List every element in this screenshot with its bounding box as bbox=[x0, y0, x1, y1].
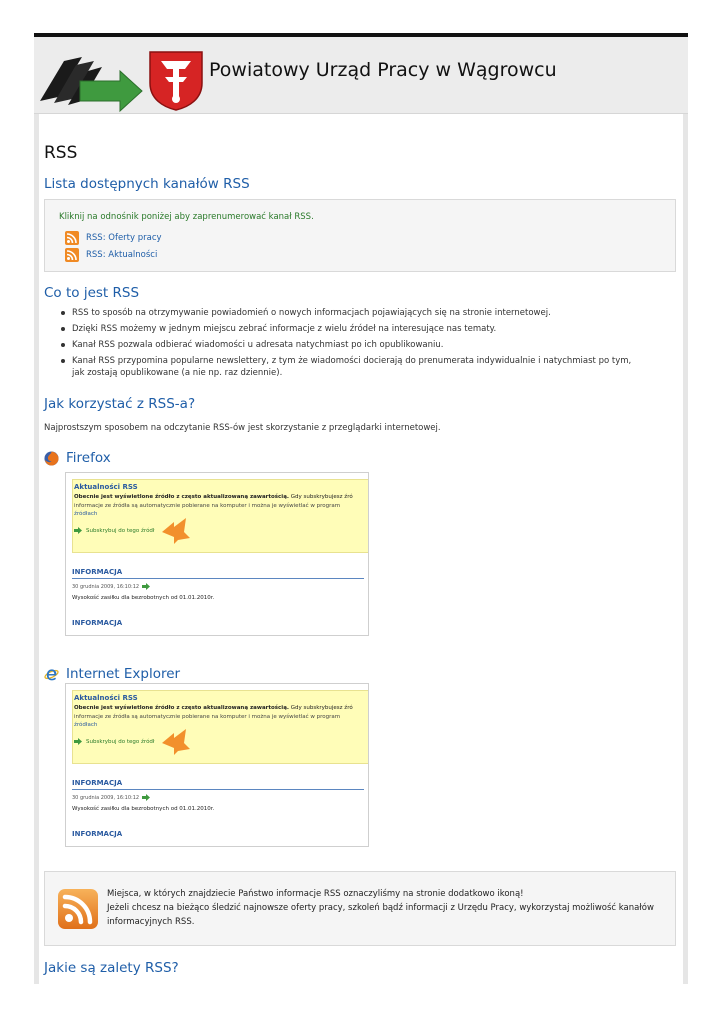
notice-line: Jeżeli chcesz na bieżąco śledzić najnowsze oferty pracy, szkoleń bądź informacji z Urzędu Pracy, wykorzystaj możliwość kanałów informacyjnych RSS. bbox=[107, 903, 654, 927]
channels-intro: Kliknij na odnośnik poniżej aby zaprenumerować kanał RSS. bbox=[59, 212, 314, 222]
notice-text bbox=[107, 887, 667, 929]
arrow-logo-icon[interactable] bbox=[36, 45, 146, 115]
subscribe-link: Subskrybuj do tego źródł bbox=[74, 738, 154, 745]
firefox-icon bbox=[44, 451, 59, 466]
how-to-use-heading: Jak korzystać z RSS-a? bbox=[44, 396, 196, 412]
preview-title: Aktualności RSS bbox=[74, 483, 138, 491]
internet-explorer-label: Internet Explorer bbox=[66, 666, 181, 682]
feed-link-news[interactable] bbox=[65, 248, 157, 262]
preview-info-label: INFORMACJA bbox=[72, 568, 123, 576]
rss-feed-icon bbox=[65, 231, 79, 245]
how-to-use-text: Najprostszym sposobem na odczytanie RSS-ów jest skorzystanie z przeglądarki internetowej. bbox=[44, 423, 441, 433]
preview-news: Wysokość zasiłku dla bezrobotnych od 01.01.2010r. bbox=[72, 595, 215, 601]
preview-line: źródłach bbox=[74, 511, 98, 517]
site-header bbox=[34, 37, 688, 114]
pointer-arrow-icon bbox=[162, 518, 190, 544]
list-item: Kanał RSS przypomina popularne newslettery, z tym że wiadomości docierają do prenumerata indywidualnie i natychmiast po tym, jak zostają opublikowane (a nie np. raz dziennie). bbox=[72, 356, 632, 378]
firefox-heading bbox=[44, 450, 111, 466]
site-title[interactable]: Powiatowy Urząd Pracy w Wągrowcu bbox=[209, 59, 557, 81]
internet-explorer-heading bbox=[44, 666, 180, 682]
preview-line: informacje ze źródła są automatycznie pobierane na komputer i można je wyświetlać w program bbox=[74, 714, 341, 720]
rss-feed-icon bbox=[58, 889, 98, 929]
benefits-heading: Jakie są zalety RSS? bbox=[44, 960, 179, 976]
preview-rule bbox=[72, 578, 364, 579]
subscribe-icon bbox=[74, 738, 82, 745]
channels-box bbox=[44, 199, 676, 272]
list-item: Dzięki RSS możemy w jednym miejscu zebrać informacje z wielu źródeł na interesujące nas tematy. bbox=[72, 323, 632, 335]
page-title: RSS bbox=[44, 143, 78, 163]
left-border bbox=[34, 114, 39, 984]
rss-feed-icon bbox=[65, 248, 79, 262]
subscribe-link: Subskrybuj do tego źródł bbox=[74, 527, 154, 534]
right-border bbox=[683, 114, 688, 984]
preview-line: źródłach bbox=[74, 722, 98, 728]
preview-info-label: INFORMACJA bbox=[72, 779, 123, 787]
feed-link-label: RSS: Aktualności bbox=[86, 250, 158, 260]
green-arrow-icon bbox=[142, 583, 150, 590]
list-item: RSS to sposób na otrzymywanie powiadomień o nowych informacjach pojawiających się na stronie internetowej. bbox=[72, 307, 632, 319]
firefox-label: Firefox bbox=[66, 450, 111, 466]
preview-news: Wysokość zasiłku dla bezrobotnych od 01.01.2010r. bbox=[72, 806, 215, 812]
feed-link-job-offers[interactable] bbox=[65, 231, 162, 245]
list-item: Kanał RSS pozwala odbierać wiadomości u adresata natychmiast po ich opublikowaniu. bbox=[72, 339, 632, 351]
preview-info-label: INFORMACJA bbox=[72, 619, 123, 627]
subscribe-icon bbox=[74, 527, 82, 534]
what-is-rss-list bbox=[72, 307, 632, 383]
preview-info-label: INFORMACJA bbox=[72, 830, 123, 838]
green-arrow-icon bbox=[142, 794, 150, 801]
pointer-arrow-icon bbox=[162, 729, 190, 755]
channels-heading: Lista dostępnych kanałów RSS bbox=[44, 176, 250, 192]
firefox-screenshot bbox=[65, 472, 369, 636]
preview-title: Aktualności RSS bbox=[74, 694, 138, 702]
notice-line: Miejsca, w których znajdziecie Państwo informacje RSS oznaczyliśmy na stronie dodatkowo ikoną! bbox=[107, 889, 524, 899]
preview-date: 30 grudnia 2009, 16:10:12 bbox=[72, 583, 150, 590]
coat-of-arms-icon bbox=[147, 49, 205, 111]
preview-rule bbox=[72, 789, 364, 790]
internet-explorer-screenshot bbox=[65, 683, 369, 847]
preview-date: 30 grudnia 2009, 16:10:12 bbox=[72, 794, 150, 801]
feed-link-label: RSS: Oferty pracy bbox=[86, 233, 162, 243]
preview-bold-line: Obecnie jest wyświetlone źródło z często aktualizowaną zawartością. Gdy subskrybujesz źró bbox=[74, 705, 353, 711]
what-is-rss-heading: Co to jest RSS bbox=[44, 285, 140, 301]
preview-line: informacje ze źródła są automatycznie pobierane na komputer i można je wyświetlać w program bbox=[74, 503, 341, 509]
preview-bold-line: Obecnie jest wyświetlone źródło z często aktualizowaną zawartością. Gdy subskrybujesz źró bbox=[74, 494, 353, 500]
rss-notice-box bbox=[44, 871, 676, 946]
internet-explorer-icon bbox=[44, 667, 59, 682]
